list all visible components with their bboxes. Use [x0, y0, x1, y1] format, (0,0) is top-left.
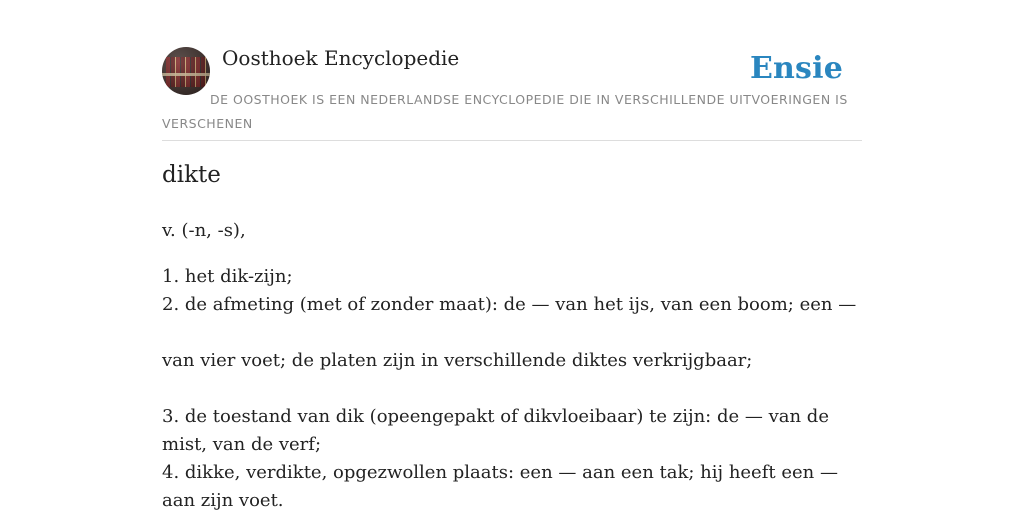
entry-grammar: v. (-n, -s),	[162, 220, 246, 241]
definition-2-continued: van vier voet; de platen zijn in verschillende diktes verkrijgbaar;	[162, 350, 753, 371]
entry-term: dikte	[162, 162, 221, 188]
definition-spacer	[162, 375, 862, 403]
definition-list	[162, 263, 862, 512]
site-tagline: DE OOSTHOEK IS EEN NEDERLANDSE ENCYCLOPEDIE DIE IN VERSCHILLENDE UITVOERINGEN IS VERSCHENEN	[162, 92, 848, 131]
definition-4: 4. dikke, verdikte, opgezwollen plaats: een — aan een tak; hij heeft een — aan zijn voet.	[162, 462, 838, 511]
definition-3: 3. de toestand van dik (opeengepakt of dikvloeibaar) te zijn: de — van de mist, van de verf;	[162, 406, 829, 455]
brand-logo[interactable]: Ensie	[749, 51, 843, 86]
definition-1: 1. het dik-zijn;	[162, 266, 293, 287]
definition-2: 2. de afmeting (met of zonder maat): de — van het ijs, van een boom; een —	[162, 294, 857, 315]
site-title[interactable]: Oosthoek Encyclopedie	[222, 46, 460, 70]
definition-spacer	[162, 319, 862, 347]
site-header	[162, 0, 862, 141]
page-container	[162, 0, 862, 511]
